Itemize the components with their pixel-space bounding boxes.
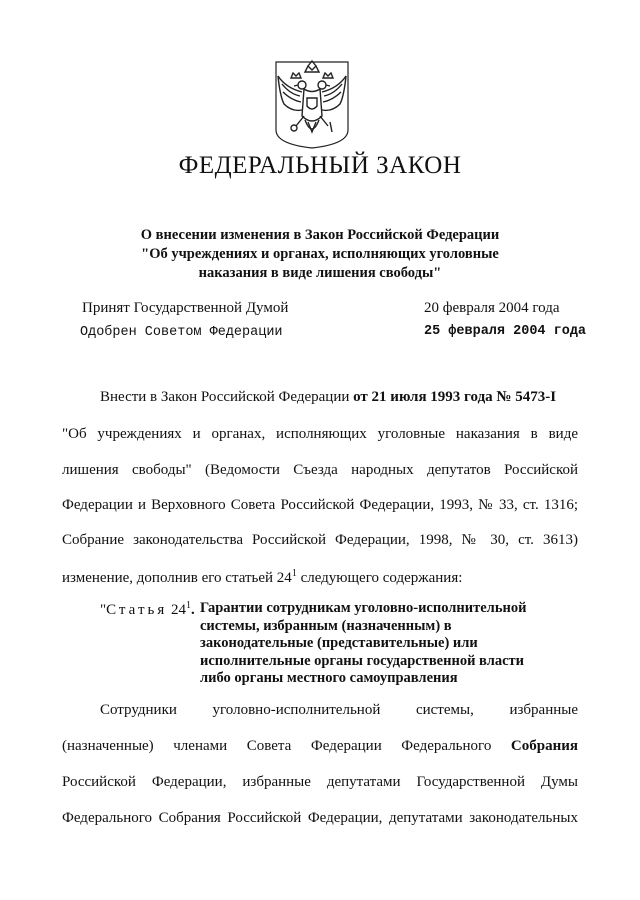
law-title-line: О внесении изменения в Закон Российской Федерации	[140, 227, 500, 243]
intro-text: изменение, дополнив его статьей 24	[62, 570, 292, 586]
article-text: (назначенные) членами Совета Федерации Федерального	[62, 738, 511, 754]
intro-text: следующего содержания:	[296, 570, 463, 586]
article-text-line: Российской Федерации, избранные депутатами Государственной Думы	[62, 774, 578, 790]
article-title-line: либо органы местного самоуправления	[200, 670, 458, 686]
superscript: 1	[291, 568, 297, 579]
article-word: Статья	[106, 602, 168, 618]
article-label	[100, 600, 195, 619]
intro-line: Собрание законодательства Российской Федерации, 1998, № 30, ст. 3613)	[62, 532, 578, 548]
article-title-line: Гарантии сотрудникам уголовно-исполнительной	[200, 600, 527, 616]
intro-line: лишения свободы" (Ведомости Съезда народных депутатов Российской	[62, 462, 578, 478]
duma-adoption-label: Принят Государственной Думой	[82, 300, 289, 316]
law-title	[80, 226, 560, 283]
article-text-line: Федерального Собрания Российской Федерации, депутатами законодательных	[62, 810, 578, 826]
law-reference: от 21 июля 1993 года № 5473-I	[353, 389, 557, 405]
superscript: 1	[186, 600, 191, 611]
article-text-line: Сотрудники уголовно-исполнительной системы, избранные	[100, 702, 578, 718]
law-title-line: наказания в виде лишения свободы"	[198, 265, 442, 281]
council-approval-date: 25 февраля 2004 года	[424, 324, 587, 339]
law-title-line: "Об учреждениях и органах, исполняющих уголовные	[141, 246, 499, 262]
intro-text: Внести в Закон Российской Федерации	[100, 389, 354, 405]
article-text-bold: Собрания	[510, 738, 578, 754]
council-approval-label: Одобрен Советом Федерации	[80, 325, 283, 340]
article-number: 24	[167, 602, 186, 618]
article-title-line: исполнительные органы государственной власти	[200, 652, 524, 669]
intro-line: Федерации и Верховного Совета Российской Федерации, 1993, № 33, ст. 1316;	[62, 497, 578, 513]
duma-adoption-date: 20 февраля 2004 года	[424, 300, 560, 316]
article-quote: "	[100, 602, 107, 618]
coat-of-arms-icon	[272, 58, 352, 150]
article-title-line: системы, избранным (назначенным) в	[200, 617, 452, 634]
article-title-line: законодательные (представительные) или	[200, 635, 478, 651]
document-type-heading: ФЕДЕРАЛЬНЫЙ ЗАКОН	[178, 152, 462, 179]
article-text-line	[62, 738, 578, 755]
article-dot: .	[191, 602, 195, 618]
intro-line: "Об учреждениях и органах, исполняющих уголовные наказания в виде	[62, 426, 578, 442]
intro-line	[62, 568, 578, 587]
article-title	[200, 600, 580, 688]
intro-line	[100, 389, 578, 406]
